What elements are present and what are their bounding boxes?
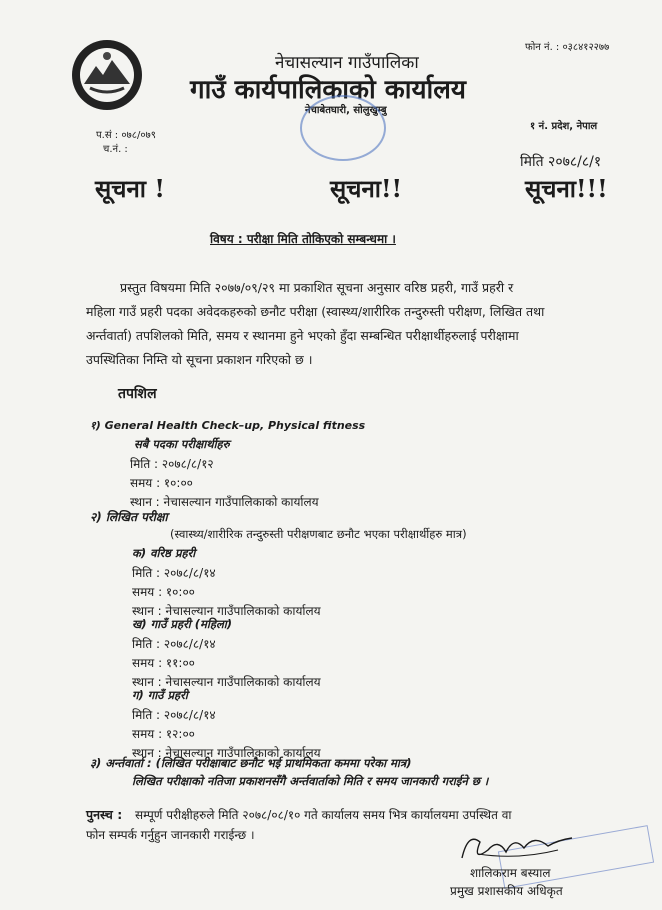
postscript-line-1: सम्पूर्ण परीक्षीहरुले मिति २०७८/०८/१० गते कार्यालय समय भित्र कार्यालयमा उपस्थित वा bbox=[135, 808, 512, 822]
paragraph-line-3: अर्न्तवार्ता) तपशिलको मिति, समय र स्थानमा हुने भएको हुँदा सम्बन्धित परीक्षार्थीहरुलाई परीक्षामा bbox=[86, 328, 519, 343]
group-senior-police-name: क) वरिष्ठ प्रहरी bbox=[132, 546, 196, 560]
group-senior-police-place: स्थान : नेचासल्यान गाउँपालिकाको कार्यालय bbox=[132, 604, 321, 618]
office-title: गाउँ कार्यपालिकाको कार्यालय bbox=[190, 75, 466, 105]
section-1-place: स्थान : नेचासल्यान गाउँपालिकाको कार्यालय bbox=[130, 495, 319, 509]
section-1-date: मिति : २०७८/८/१२ bbox=[130, 457, 214, 471]
signer-title: प्रमुख प्रशासकीय अधिकृत bbox=[450, 884, 563, 898]
postscript-label: पुनस्च : bbox=[86, 807, 123, 822]
subject-line: विषय : परीक्षा मिति तोकिएको सम्बन्धमा । bbox=[210, 232, 396, 246]
section-2-note: (स्वास्थ्य/शारीरिक तन्दुरुस्ती परीक्षणबाट छनौट भएका परीक्षार्थीहरु मात्र) bbox=[170, 527, 467, 541]
signature-icon bbox=[458, 828, 578, 868]
schedule-heading: तपशिल bbox=[118, 386, 157, 402]
group-female-police-time: समय : ११:०० bbox=[132, 656, 195, 670]
letter-date: मिति २०७८/८/१ bbox=[520, 154, 602, 170]
signer-name: शालिकराम बस्याल bbox=[470, 866, 551, 880]
section-1-sub: सबै पदका परीक्षार्थीहरु bbox=[134, 437, 230, 451]
province: १ नं. प्रदेश, नेपाल bbox=[530, 121, 598, 132]
section-2-title: २) लिखित परीक्षा bbox=[90, 510, 168, 524]
group-senior-police-date: मिति : २०७८/८/१४ bbox=[132, 566, 216, 580]
paragraph-line-1: प्रस्तुत विषयमा मिति २०७७/०९/२९ मा प्रकाशित सूचना अनुसार वरिष्ठ प्रहरी, गाउँ प्रहरी र bbox=[120, 280, 514, 295]
group-village-police-name: ग) गाउँ प्रहरी bbox=[132, 688, 188, 702]
notice-heading-2: सूचना!! bbox=[330, 174, 403, 203]
group-female-police-date: मिति : २०७८/८/१४ bbox=[132, 637, 216, 651]
office-address: नेचाबेतघारी, सोलुखुम्बु bbox=[305, 105, 387, 116]
section-3-line-1: ३) अर्न्तवार्ता : (लिखित परीक्षाबाट छनौट भई प्राथमिकता कममा परेका मात्र) bbox=[90, 756, 412, 770]
group-village-police-place: स्थान : नेचासल्यान गाउँपालिकाको कार्यालय bbox=[132, 746, 321, 760]
notice-heading-1: सूचना ! bbox=[95, 174, 165, 203]
nepal-emblem-icon bbox=[70, 38, 144, 112]
group-senior-police-time: समय : १०:०० bbox=[132, 585, 195, 599]
section-1-title: १) General Health Check–up, Physical fitness bbox=[90, 419, 366, 432]
phone-number: फोन नं. : ०३८४१२२७७ bbox=[525, 42, 610, 53]
group-village-police-date: मिति : २०७८/८/१४ bbox=[132, 708, 216, 722]
dispatch-number: च.नं. : bbox=[103, 144, 128, 155]
group-female-police-place: स्थान : नेचासल्यान गाउँपालिकाको कार्यालय bbox=[132, 675, 321, 689]
group-female-police-name: ख) गाउँ प्रहरी (महिला) bbox=[132, 617, 233, 631]
group-village-police-time: समय : १२:०० bbox=[132, 727, 195, 741]
org-name: नेचासल्यान गाउँपालिका bbox=[275, 53, 419, 73]
notice-heading-3: सूचना!!! bbox=[525, 174, 608, 203]
office-stamp bbox=[300, 95, 386, 161]
section-1-time: समय : १०:०० bbox=[130, 476, 193, 490]
section-3-line-2: लिखित परीक्षाको नतिजा प्रकाशनसँगै अर्न्तवार्ताको मिति र समय जानकारी गराईने छ । bbox=[132, 774, 489, 788]
paragraph-line-4: उपस्थितिका निम्ति यो सूचना प्रकाशन गरिएको छ । bbox=[86, 352, 313, 367]
paragraph-line-2: महिला गाउँ प्रहरी पदका अवेदकहरुको छनौट परीक्षा (स्वास्थ्य/शारीरिक तन्दुरुस्ती परीक्षण, लिखित तथा bbox=[86, 304, 545, 319]
postscript-line-2: फोन सम्पर्क गर्नुहुन जानकारी गराईन्छ । bbox=[86, 828, 255, 842]
letter-number: प.सं : ०७८/०७९ bbox=[96, 130, 156, 141]
